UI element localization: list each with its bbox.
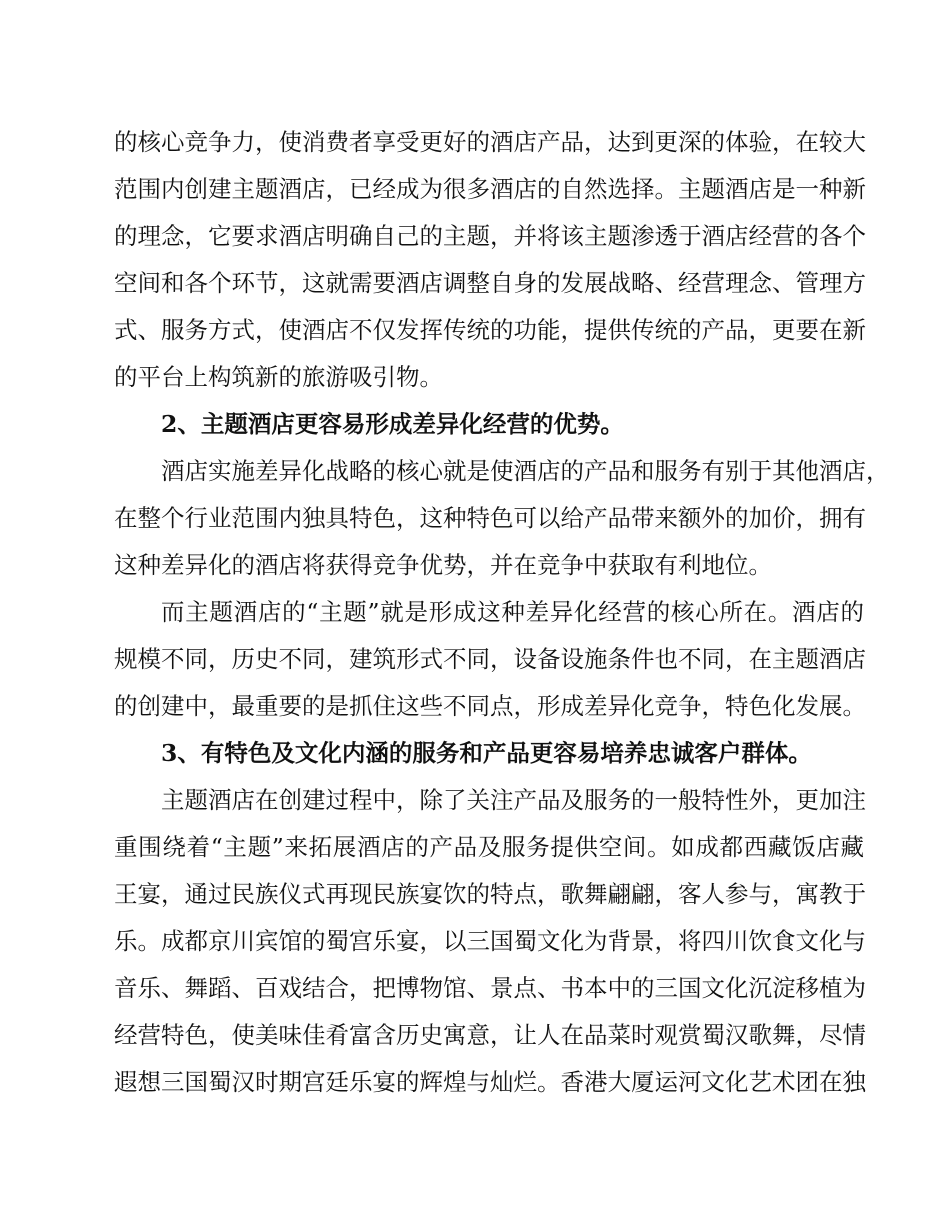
text-line: 的平台上构筑新的旅游吸引物。 (114, 363, 443, 391)
text-line: 的理念，它要求酒店明确自己的主题，并将该主题渗透于酒店经营的各个 (114, 222, 866, 250)
text-line: 空间和各个环节，这就需要酒店调整自身的发展战略、经营理念、管理方 (114, 269, 866, 297)
text-line: 在整个行业范围内独具特色，这种特色可以给产品带来额外的加价，拥有 (114, 504, 866, 532)
text-line: 经营特色，使美味佳肴富含历史寓意，让人在品菜时观赏蜀汉歌舞，尽情 (114, 1021, 866, 1049)
text-line: 重围绕着“主题”来拓展酒店的产品及服务提供空间。如成都西藏饭店藏 (114, 833, 864, 861)
text-line: 这种差异化的酒店将获得竞争优势，并在竞争中获取有利地位。 (114, 551, 772, 579)
section-heading: 2、主题酒店更容易形成差异化经营的优势。 (161, 410, 624, 438)
text-line: 式、服务方式，使酒店不仅发挥传统的功能，提供传统的产品，更要在新 (114, 316, 866, 344)
text-line: 的创建中，最重要的是抓住这些不同点，形成差异化竞争，特色化发展。 (114, 692, 866, 720)
text-line: 规模不同，历史不同，建筑形式不同，设备设施条件也不同，在主题酒店 (114, 645, 866, 673)
body-text (114, 119, 890, 1106)
text-line: 遐想三国蜀汉时期宫廷乐宴的辉煌与灿烂。香港大厦运河文化艺术团在独 (114, 1068, 866, 1096)
text-line: 范围内创建主题酒店，已经成为很多酒店的自然选择。主题酒店是一种新 (114, 175, 866, 203)
text-line: 王宴，通过民族仪式再现民族宴饮的特点，歌舞翩翩，客人参与，寓教于 (114, 880, 866, 908)
text-line: 酒店实施差异化战略的核心就是使酒店的产品和服务有别于其他酒店， (161, 457, 890, 485)
text-line: 而主题酒店的“主题”就是形成这种差异化经营的核心所在。酒店的 (161, 598, 864, 626)
text-line: 主题酒店在创建过程中，除了关注产品及服务的一般特性外，更加注 (161, 786, 866, 814)
text-line: 音乐、舞蹈、百戏结合，把博物馆、景点、书本中的三国文化沉淀移植为 (114, 974, 866, 1002)
section-heading: 3、有特色及文化内涵的服务和产品更容易培养忠诚客户群体。 (161, 739, 812, 767)
text-line: 的核心竞争力，使消费者享受更好的酒店产品，达到更深的体验，在较大 (114, 128, 866, 156)
text-line: 乐。成都京川宾馆的蜀宫乐宴，以三国蜀文化为背景，将四川饮食文化与 (114, 927, 866, 955)
